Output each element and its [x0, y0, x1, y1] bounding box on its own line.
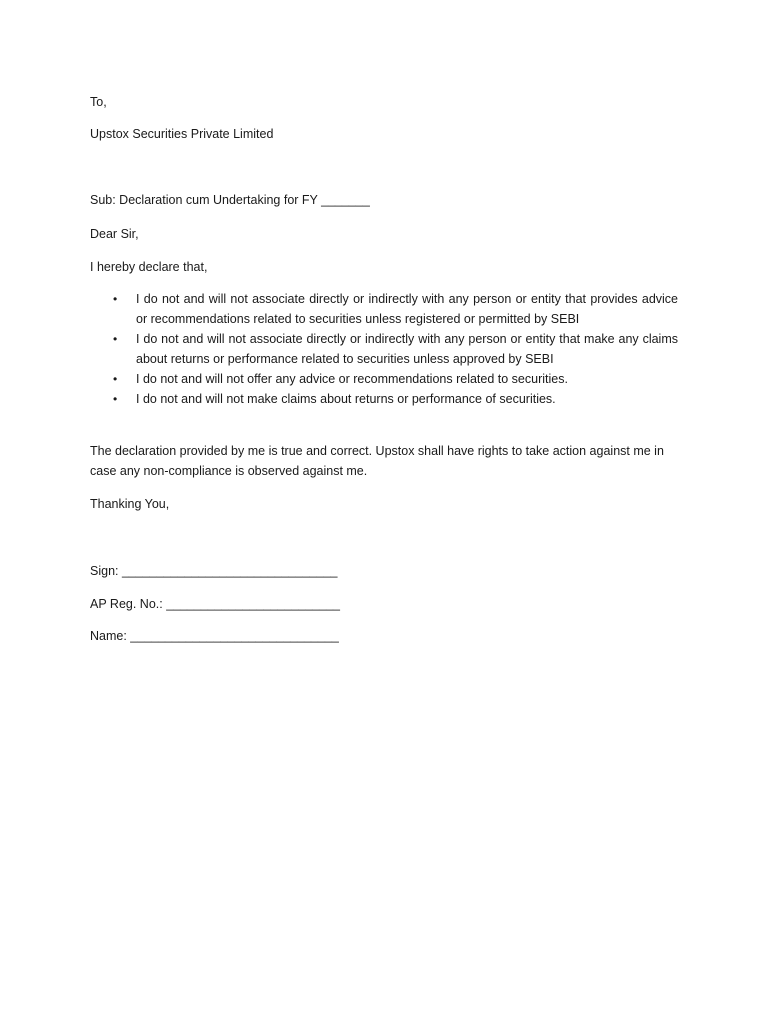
bullet-icon: • — [113, 372, 118, 386]
closing-statement: The declaration provided by me is true and correct. Upstox shall have rights to take action against me in case any non-compliance is observed against me. — [90, 444, 664, 478]
subject-line: Sub: Declaration cum Undertaking for FY _______ — [90, 193, 370, 207]
declaration-item — [90, 329, 678, 369]
thanks-line: Thanking You, — [90, 497, 170, 511]
address-to: To, — [90, 95, 107, 109]
salutation: Dear Sir, — [90, 227, 139, 241]
declaration-text: I do not and will not offer any advice or recommendations related to securities. — [136, 372, 568, 386]
name-field: Name: ______________________________ — [90, 629, 339, 643]
declaration-item — [90, 289, 678, 329]
declaration-list — [90, 289, 678, 409]
declaration-item — [90, 389, 678, 409]
bullet-icon: • — [113, 392, 118, 406]
bullet-icon: • — [113, 332, 118, 346]
declaration-intro: I hereby declare that, — [90, 260, 208, 274]
declaration-text: I do not and will not associate directly or indirectly with any person or entity that make any claims about returns or performance related to securities unless approved by SEBI — [136, 332, 678, 366]
declaration-text: I do not and will not make claims about returns or performance of securities. — [136, 392, 556, 406]
signature-field: Sign: _______________________________ — [90, 564, 338, 578]
ap-reg-no-field: AP Reg. No.: _________________________ — [90, 597, 340, 611]
declaration-text: I do not and will not associate directly or indirectly with any person or entity that provides advice or recommendations related to securities unless registered or permitted by SEBI — [136, 292, 678, 326]
recipient-name: Upstox Securities Private Limited — [90, 127, 274, 141]
bullet-icon: • — [113, 292, 118, 306]
declaration-item — [90, 369, 678, 389]
